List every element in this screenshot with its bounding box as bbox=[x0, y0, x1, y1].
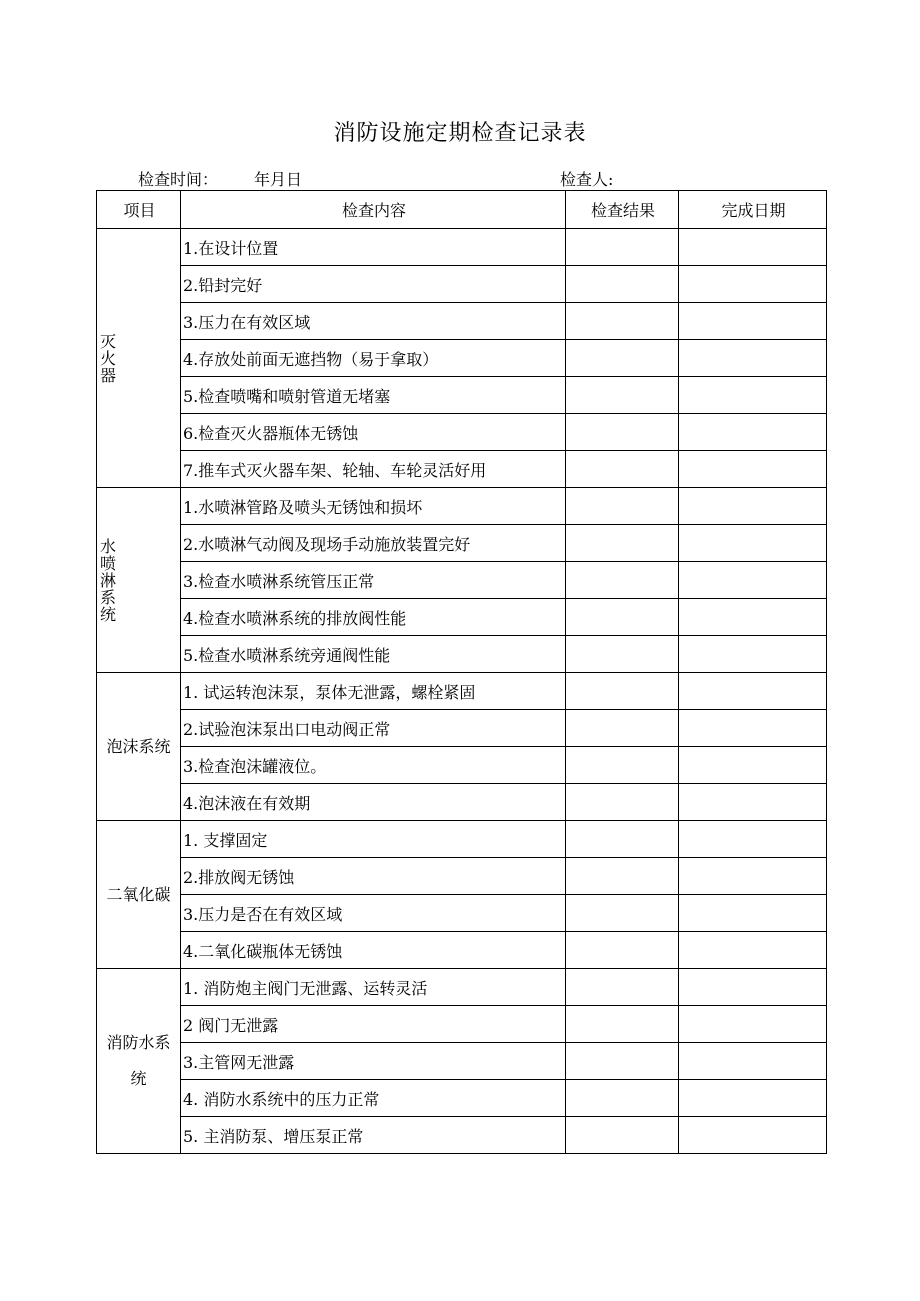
group-name-cell bbox=[97, 229, 181, 488]
completion-date-cell[interactable] bbox=[679, 1043, 827, 1080]
group-name-cell: 泡沫系统 bbox=[97, 673, 181, 821]
group-name: 灭火器 bbox=[100, 331, 117, 385]
table-row bbox=[97, 525, 827, 562]
table-row bbox=[97, 451, 827, 488]
result-cell[interactable] bbox=[566, 340, 679, 377]
completion-date-cell[interactable] bbox=[679, 488, 827, 525]
completion-date-cell[interactable] bbox=[679, 377, 827, 414]
inspection-time-label: 检查时间： bbox=[138, 170, 219, 189]
check-content: 4. 消防水系统中的压力正常 bbox=[181, 1080, 566, 1117]
group-name-cell bbox=[97, 488, 181, 673]
completion-date-cell[interactable] bbox=[679, 1117, 827, 1154]
table-row bbox=[97, 636, 827, 673]
check-content: 1. 支撑固定 bbox=[181, 821, 566, 858]
table-row bbox=[97, 377, 827, 414]
completion-date-cell[interactable] bbox=[679, 562, 827, 599]
check-content: 2.水喷淋气动阀及现场手动施放装置完好 bbox=[181, 525, 566, 562]
completion-date-cell[interactable] bbox=[679, 673, 827, 710]
table-row bbox=[97, 1043, 827, 1080]
check-content: 5. 主消防泵、增压泵正常 bbox=[181, 1117, 566, 1154]
result-cell[interactable] bbox=[566, 414, 679, 451]
inspection-date-placeholder: 年月日 bbox=[254, 170, 303, 189]
result-cell[interactable] bbox=[566, 710, 679, 747]
table-row bbox=[97, 1080, 827, 1117]
result-cell[interactable] bbox=[566, 1117, 679, 1154]
check-content: 1.在设计位置 bbox=[181, 229, 566, 266]
completion-date-cell[interactable] bbox=[679, 636, 827, 673]
check-content: 3.检查泡沫罐液位。 bbox=[181, 747, 566, 784]
result-cell[interactable] bbox=[566, 858, 679, 895]
completion-date-cell[interactable] bbox=[679, 821, 827, 858]
completion-date-cell[interactable] bbox=[679, 858, 827, 895]
header-date: 完成日期 bbox=[679, 191, 827, 229]
table-row bbox=[97, 599, 827, 636]
result-cell[interactable] bbox=[566, 1006, 679, 1043]
result-cell[interactable] bbox=[566, 599, 679, 636]
check-content: 4.二氧化碳瓶体无锈蚀 bbox=[181, 932, 566, 969]
table-row bbox=[97, 969, 827, 1006]
completion-date-cell[interactable] bbox=[679, 932, 827, 969]
completion-date-cell[interactable] bbox=[679, 1080, 827, 1117]
table-row bbox=[97, 303, 827, 340]
table-row bbox=[97, 895, 827, 932]
table-row bbox=[97, 1006, 827, 1043]
page-title: 消防设施定期检查记录表 bbox=[333, 121, 587, 146]
result-cell[interactable] bbox=[566, 1080, 679, 1117]
table-row bbox=[97, 562, 827, 599]
result-cell[interactable] bbox=[566, 377, 679, 414]
result-cell[interactable] bbox=[566, 562, 679, 599]
result-cell[interactable] bbox=[566, 488, 679, 525]
check-content: 3.压力在有效区域 bbox=[181, 303, 566, 340]
check-content: 3.主管网无泄露 bbox=[181, 1043, 566, 1080]
result-cell[interactable] bbox=[566, 266, 679, 303]
result-cell[interactable] bbox=[566, 747, 679, 784]
result-cell[interactable] bbox=[566, 932, 679, 969]
table-row bbox=[97, 821, 827, 858]
result-cell[interactable] bbox=[566, 673, 679, 710]
table-row bbox=[97, 673, 827, 710]
completion-date-cell[interactable] bbox=[679, 525, 827, 562]
result-cell[interactable] bbox=[566, 229, 679, 266]
completion-date-cell[interactable] bbox=[679, 414, 827, 451]
check-content: 1. 消防炮主阀门无泄露、运转灵活 bbox=[181, 969, 566, 1006]
check-content: 6.检查灭火器瓶体无锈蚀 bbox=[181, 414, 566, 451]
table-row bbox=[97, 340, 827, 377]
result-cell[interactable] bbox=[566, 895, 679, 932]
check-content: 4.泡沫液在有效期 bbox=[181, 784, 566, 821]
completion-date-cell[interactable] bbox=[679, 784, 827, 821]
completion-date-cell[interactable] bbox=[679, 710, 827, 747]
check-content: 2 阀门无泄露 bbox=[181, 1006, 566, 1043]
completion-date-cell[interactable] bbox=[679, 1006, 827, 1043]
header-content: 检查内容 bbox=[181, 191, 566, 229]
header-result: 检查结果 bbox=[566, 191, 679, 229]
check-content: 3.压力是否在有效区域 bbox=[181, 895, 566, 932]
inspector-label: 检查人: bbox=[560, 170, 614, 189]
table-row bbox=[97, 414, 827, 451]
result-cell[interactable] bbox=[566, 525, 679, 562]
table-row bbox=[97, 1117, 827, 1154]
completion-date-cell[interactable] bbox=[679, 747, 827, 784]
completion-date-cell[interactable] bbox=[679, 266, 827, 303]
check-content: 7.推车式灭火器车架、轮轴、车轮灵活好用 bbox=[181, 451, 566, 488]
completion-date-cell[interactable] bbox=[679, 969, 827, 1006]
result-cell[interactable] bbox=[566, 451, 679, 488]
table-row bbox=[97, 488, 827, 525]
table-row bbox=[97, 932, 827, 969]
table-row bbox=[97, 229, 827, 266]
group-name: 水喷淋系统 bbox=[100, 536, 117, 624]
check-content: 4.存放处前面无遮挡物（易于拿取） bbox=[181, 340, 566, 377]
table-row bbox=[97, 747, 827, 784]
check-content: 5.检查喷嘴和喷射管道无堵塞 bbox=[181, 377, 566, 414]
table-row bbox=[97, 266, 827, 303]
table-row bbox=[97, 858, 827, 895]
header-item: 项目 bbox=[97, 191, 181, 229]
result-cell[interactable] bbox=[566, 784, 679, 821]
check-content: 5.检查水喷淋系统旁通阀性能 bbox=[181, 636, 566, 673]
table-body bbox=[97, 229, 827, 1154]
result-cell[interactable] bbox=[566, 821, 679, 858]
completion-date-cell[interactable] bbox=[679, 340, 827, 377]
check-content: 2.排放阀无锈蚀 bbox=[181, 858, 566, 895]
completion-date-cell[interactable] bbox=[679, 451, 827, 488]
completion-date-cell[interactable] bbox=[679, 229, 827, 266]
inspection-table bbox=[96, 190, 827, 1154]
result-cell[interactable] bbox=[566, 303, 679, 340]
check-content: 1. 试运转泡沫泵，泵体无泄露，螺栓紧固 bbox=[181, 673, 566, 710]
completion-date-cell[interactable] bbox=[679, 895, 827, 932]
completion-date-cell[interactable] bbox=[679, 599, 827, 636]
result-cell[interactable] bbox=[566, 636, 679, 673]
table-row bbox=[97, 710, 827, 747]
check-content: 2.试验泡沫泵出口电动阀正常 bbox=[181, 710, 566, 747]
check-content: 1.水喷淋管路及喷头无锈蚀和损坏 bbox=[181, 488, 566, 525]
result-cell[interactable] bbox=[566, 1043, 679, 1080]
check-content: 4.检查水喷淋系统的排放阀性能 bbox=[181, 599, 566, 636]
check-content: 2.铅封完好 bbox=[181, 266, 566, 303]
result-cell[interactable] bbox=[566, 969, 679, 1006]
group-name-cell: 消防水系统 bbox=[97, 969, 181, 1154]
check-content: 3.检查水喷淋系统管压正常 bbox=[181, 562, 566, 599]
group-name-cell: 二氧化碳 bbox=[97, 821, 181, 969]
table-row bbox=[97, 784, 827, 821]
completion-date-cell[interactable] bbox=[679, 303, 827, 340]
